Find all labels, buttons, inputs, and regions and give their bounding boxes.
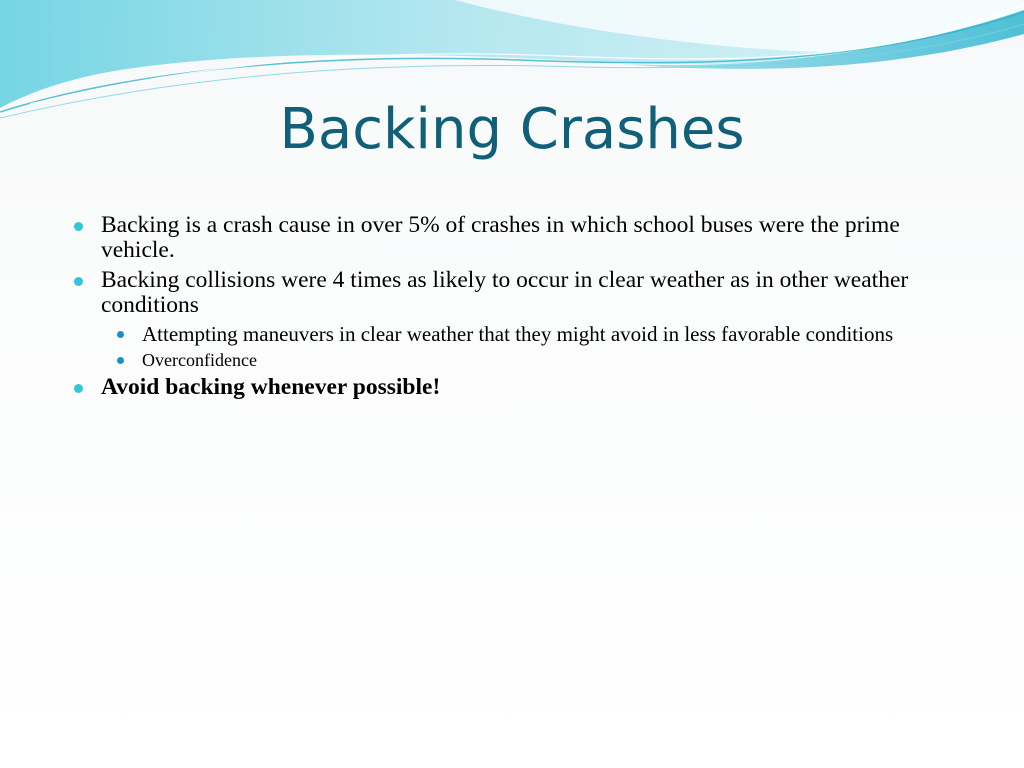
bullet-text: Backing collisions were 4 times as likely to occur in clear weather as in other weather conditions xyxy=(101,267,909,318)
slide-title: Backing Crashes xyxy=(279,97,745,162)
list-item xyxy=(74,375,974,400)
sub-list-item xyxy=(74,323,974,345)
sub-list-item xyxy=(74,350,974,370)
bullet-list xyxy=(74,213,974,400)
circle-bullet-icon xyxy=(74,222,83,231)
circle-bullet-icon xyxy=(74,277,83,286)
circle-bullet-icon xyxy=(117,331,124,338)
list-item xyxy=(74,213,974,263)
sub-bullet-text: Attempting maneuvers in clear weather that they might avoid in less favorable conditions xyxy=(142,322,894,346)
bullet-text-emphasis: Avoid backing whenever possible! xyxy=(101,374,441,400)
circle-bullet-icon xyxy=(74,384,83,393)
sub-bullet-text: Overconfidence xyxy=(142,350,257,370)
circle-bullet-icon xyxy=(117,357,124,364)
bullet-text: Backing is a crash cause in over 5% of crashes in which school buses were the prime vehicle. xyxy=(101,212,900,263)
slide-content xyxy=(74,213,974,405)
list-item xyxy=(74,268,974,318)
